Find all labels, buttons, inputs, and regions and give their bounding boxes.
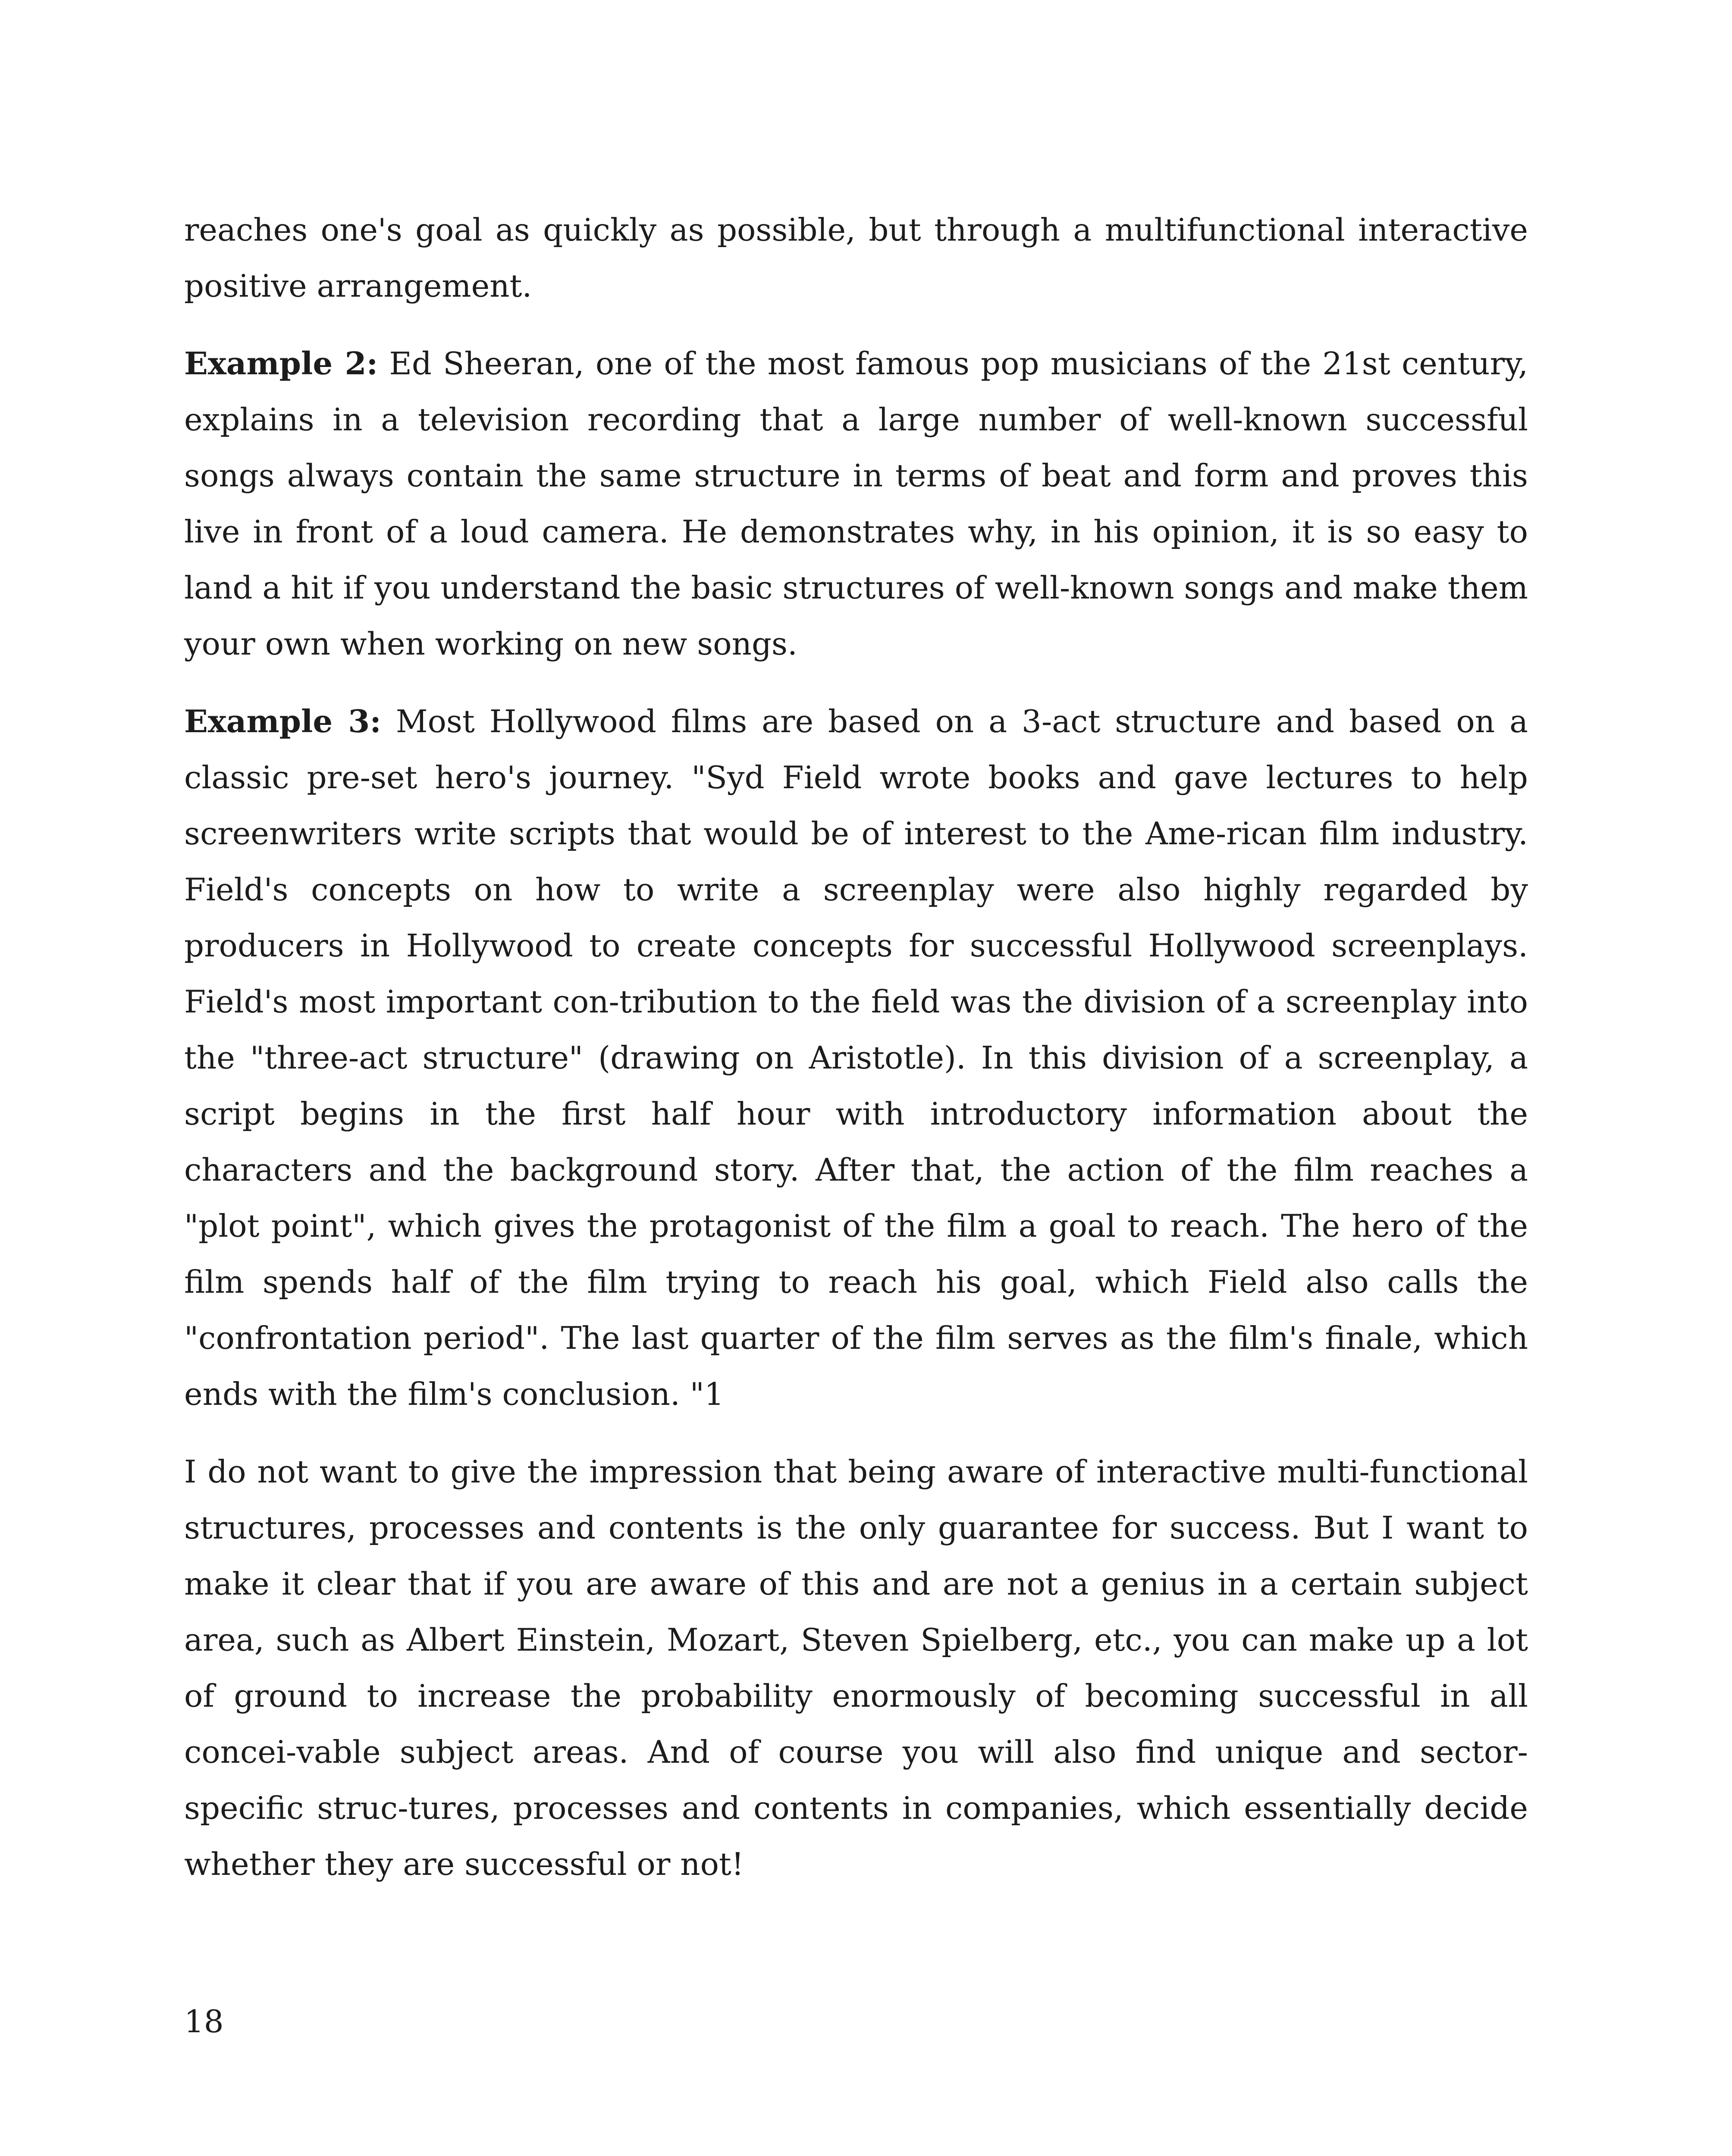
paragraph-conclusion: I do not want to give the impression that being aware of interactive multi-functional structures, processes and contents is the only guarantee for success. But I want to make it clear that if you are aware of this and are not a genius in a certain subject area, such as Albert Einstein, Mozart, Steven Spielberg, etc., you can make up a lot of ground to increase the probability enormously of becoming successful in all concei-vable subject areas. And of course you will also find unique and sector-specific struc-tures, processes and contents in companies, which essentially decide whether they are successful or not! (184, 1454, 1528, 1882)
example-2-label: Example 2: (184, 345, 378, 382)
paragraph-example-2 (184, 335, 1528, 672)
paragraph-example-3 (184, 693, 1528, 1422)
example-2-text: Ed Sheeran, one of the most famous pop musicians of the 21st century, explains in a television recording that a large number of well-known successful songs always contain the same structure in terms of beat and form and proves this live in front of a loud camera. He demonstrates why, in his opinion, it is so easy to land a hit if you understand the basic structures of well-known songs and make them your own when working on new songs. (184, 345, 1528, 662)
paragraph-continuation: reaches one's goal as quickly as possible, but through a multifunctional interactive positive arrangement. (184, 212, 1528, 304)
body-text (184, 202, 1528, 1914)
example-3-label: Example 3: (184, 703, 381, 740)
page-number: 18 (184, 2003, 224, 2040)
example-3-text: Most Hollywood films are based on a 3-act structure and based on a classic pre-set hero's journey. "Syd Field wrote books and gave lectures to help screenwriters write scripts that would be of interest to the Ame-rican film industry. Field's concepts on how to write a screenplay were also highly regarded by producers in Hollywood to create concepts for successful Hollywood screenplays. Field's most important con-tribution to the field was the division of a screenplay into the "three-act structure" (drawing on Aristotle). In this division of a screenplay, a script begins in the first half hour with introductory information about the characters and the background story. After that, the action of the film reaches a "plot point", which gives the protagonist of the film a goal to reach. The hero of the film spends half of the film trying to reach his goal, which Field also calls the "confrontation period". The last quarter of the film serves as the film's finale, which ends with the film's conclusion. "1 (184, 703, 1528, 1412)
